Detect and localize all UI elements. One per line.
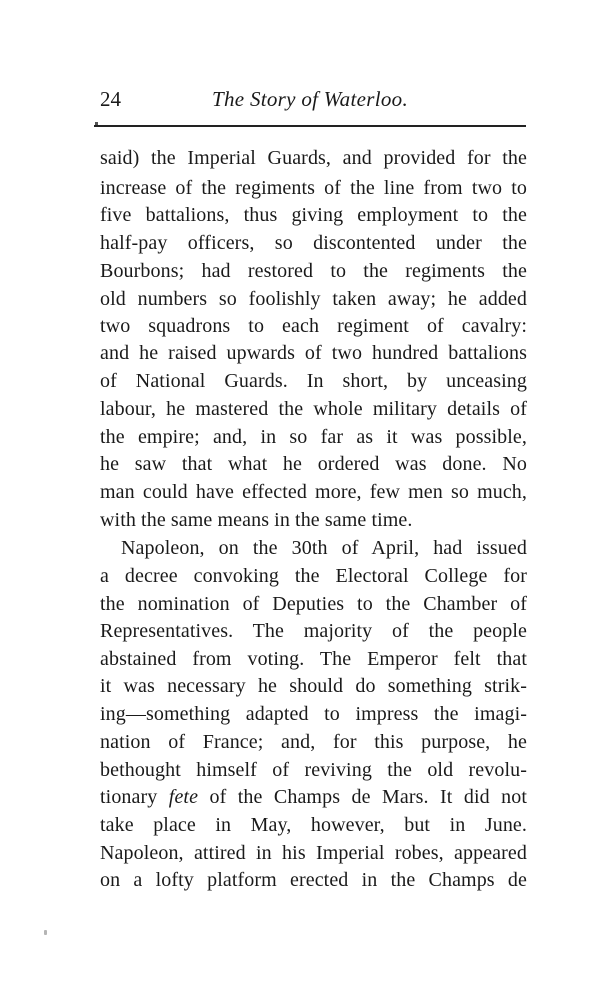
text-line: five battalions, thus giving employment to the — [100, 204, 527, 226]
text-line: Napoleon, on the 30th of April, had issued — [121, 537, 527, 559]
text-run: tionary — [100, 786, 169, 808]
page-number: 24 — [100, 87, 121, 111]
running-header — [100, 86, 527, 116]
text-run: of the Champs de Mars. It did not — [198, 786, 527, 808]
text-line: a decree convoking the Electoral College for — [100, 565, 527, 587]
text-line: Bourbons; had restored to the regiments the — [100, 260, 527, 282]
text-line: said) the Imperial Guards, and provided for the — [100, 147, 527, 169]
text-line: half-pay officers, so discontented under the — [100, 232, 527, 254]
text-line: Representatives. The majority of the people — [100, 620, 527, 642]
header-rule — [94, 125, 526, 127]
text-line: and he raised upwards of two hundred battalions — [100, 342, 527, 364]
text-line: take place in May, however, but in June. — [100, 814, 527, 836]
text-line — [100, 782, 527, 812]
text-line: old numbers so foolishly taken away; he added — [100, 288, 527, 310]
text-line: Napoleon, attired in his Imperial robes, appeared — [100, 842, 527, 864]
text-line: abstained from voting. The Emperor felt that — [100, 648, 527, 670]
text-line: bethought himself of reviving the old revolu- — [100, 759, 527, 781]
text-line: it was necessary he should do something strik- — [100, 675, 527, 697]
text-line: labour, he mastered the whole military details of — [100, 398, 527, 420]
text-line: the nomination of Deputies to the Chamber of — [100, 593, 527, 615]
text-line: nation of France; and, for this purpose, he — [100, 731, 527, 753]
text-line: he saw that what he ordered was done. No — [100, 453, 527, 475]
text-line: ing—something adapted to impress the imagi- — [100, 703, 527, 725]
text-line: the empire; and, in so far as it was possible, — [100, 426, 527, 448]
running-title: The Story of Waterloo. — [212, 87, 408, 111]
text-line: increase of the regiments of the line from two to — [100, 177, 527, 199]
text-line: man could have effected more, few men so much, — [100, 481, 527, 503]
text-line: two squadrons to each regiment of cavalry: — [100, 315, 527, 337]
italic-word: fete — [168, 786, 199, 808]
text-line: with the same means in the same time. — [100, 509, 413, 531]
text-line: on a lofty platform erected in the Champs de — [100, 869, 527, 891]
text-line: of National Guards. In short, by unceasing — [100, 370, 527, 392]
paper-speck — [44, 930, 47, 935]
